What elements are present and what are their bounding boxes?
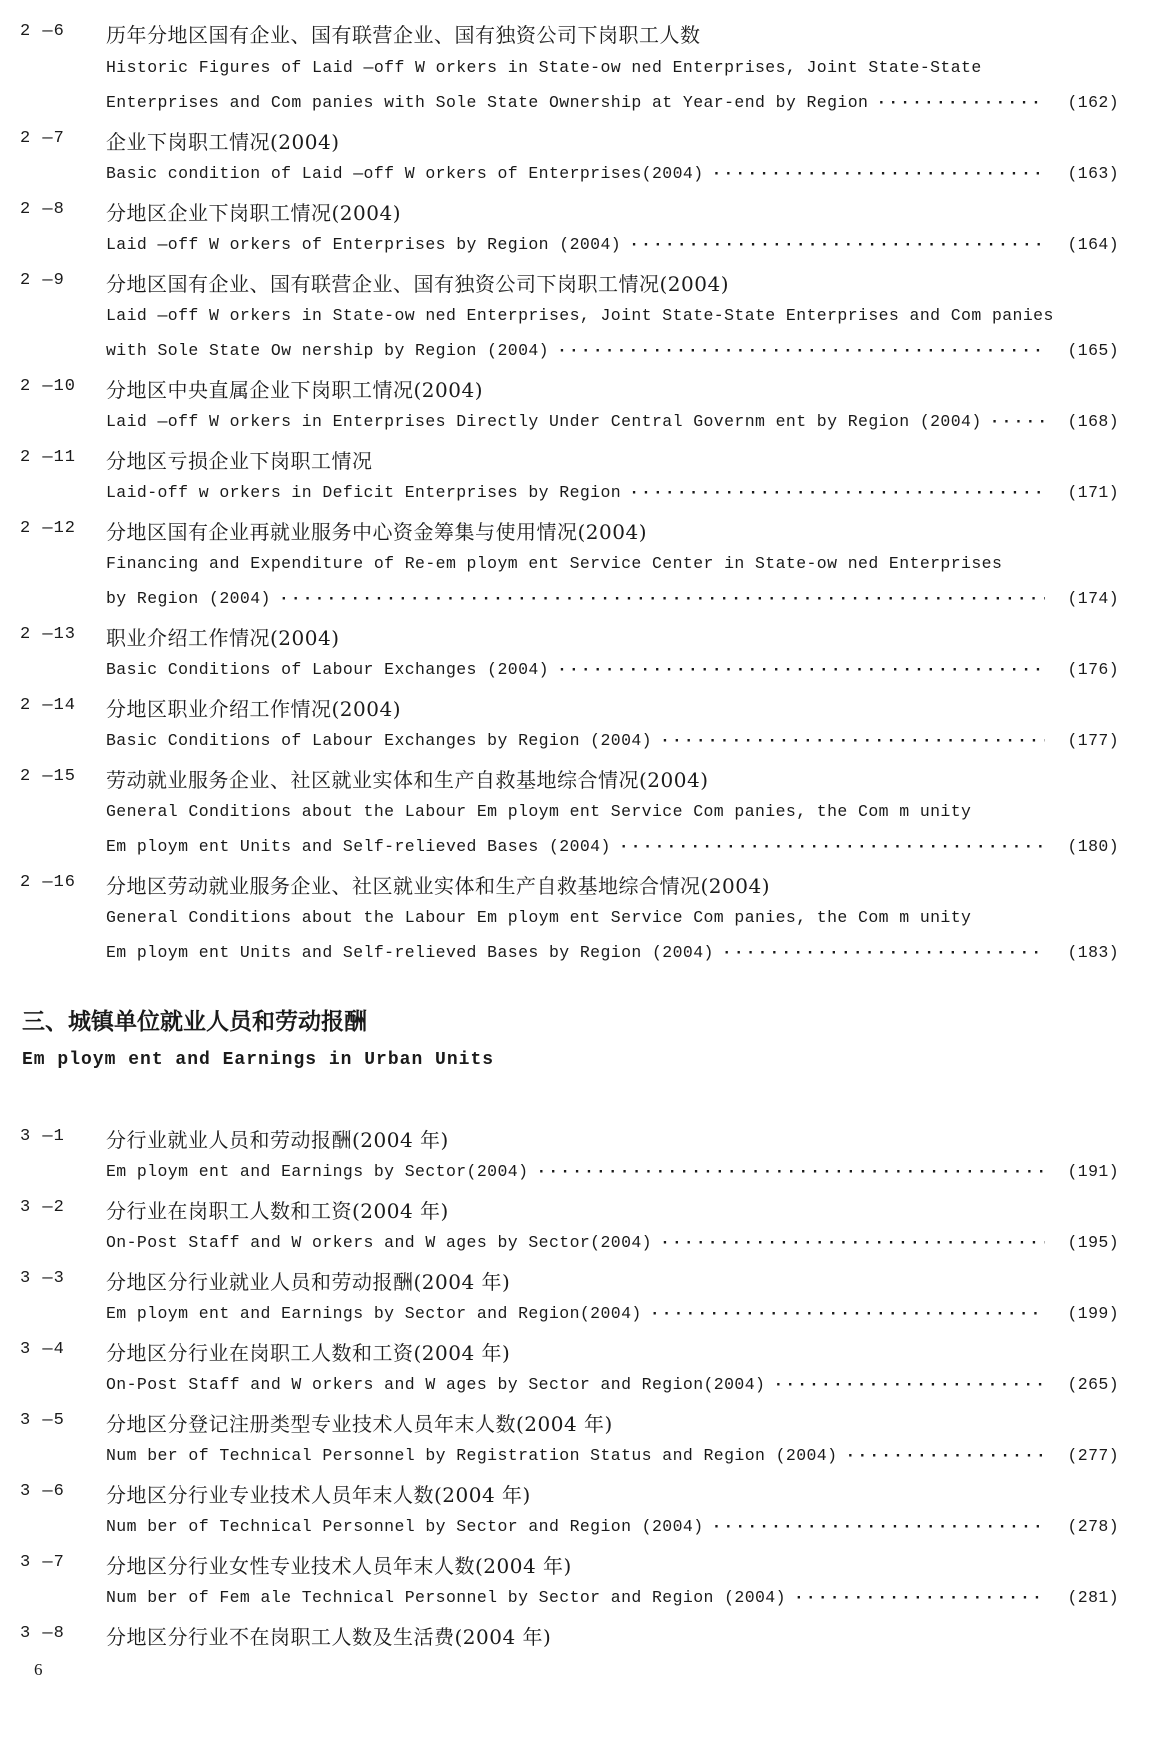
entry-title-cn: 分行业就业人员和劳动报酬(2004 年) — [106, 1128, 449, 1152]
entry-number: 3 —7 — [20, 1553, 65, 1572]
toc-line[interactable] — [106, 660, 1119, 682]
dot-leader — [990, 412, 1045, 431]
section-title-en: Em ploym ent and Earnings in Urban Units — [22, 1050, 495, 1070]
entry-title-cn: 分地区国有企业再就业服务中心资金筹集与使用情况(2004) — [106, 520, 648, 544]
entry-title-cn: 劳动就业服务企业、社区就业实体和生产自救基地综合情况(2004) — [106, 768, 709, 792]
entry-title-cn: 分地区分行业专业技术人员年末人数(2004 年) — [106, 1483, 531, 1507]
entry-title-en: with Sole State Ow nership by Region (2004) — [106, 341, 549, 360]
entry-number: 2 —14 — [20, 696, 77, 715]
toc-line[interactable] — [106, 341, 1119, 363]
page-number: 6 — [34, 1660, 43, 1679]
entry-title-cn: 分地区分行业女性专业技术人员年末人数(2004 年) — [106, 1554, 572, 1578]
dot-leader — [876, 93, 1045, 112]
toc-line[interactable] — [106, 164, 1119, 186]
page-ref: (168) — [1067, 412, 1119, 431]
entry-number: 3 —2 — [20, 1198, 65, 1217]
entry-number: 3 —1 — [20, 1127, 65, 1146]
toc-line[interactable] — [106, 943, 1119, 965]
dot-leader — [536, 1162, 1045, 1181]
entry-title-en: Basic Conditions of Labour Exchanges (2004) — [106, 660, 549, 679]
entry-title-en: Basic condition of Laid —off W orkers of Enterprises(2004) — [106, 164, 704, 183]
entry-number: 2 —15 — [20, 767, 77, 786]
entry-number: 2 —16 — [20, 873, 77, 892]
entry-title-cn: 分地区亏损企业下岗职工情况 — [106, 449, 373, 473]
dot-leader — [660, 731, 1045, 750]
entry-title-cn: 分地区分行业不在岗职工人数及生活费(2004 年) — [106, 1625, 552, 1649]
entry-number: 2 —11 — [20, 448, 77, 467]
dot-leader — [845, 1446, 1045, 1465]
entry-title-en: Historic Figures of Laid —off W orkers in State-ow ned Enterprises, Joint State-State — [106, 58, 982, 77]
dot-leader — [629, 483, 1045, 502]
page-ref: (199) — [1067, 1304, 1119, 1323]
entry-title-cn: 分地区劳动就业服务企业、社区就业实体和生产自救基地综合情况(2004) — [106, 874, 771, 898]
dot-leader — [773, 1375, 1045, 1394]
entry-title-en: Em ploym ent Units and Self-relieved Bases by Region (2004) — [106, 943, 714, 962]
entry-title-cn: 分地区分登记注册类型专业技术人员年末人数(2004 年) — [106, 1412, 613, 1436]
page-ref: (171) — [1067, 483, 1119, 502]
entry-number: 2 —9 — [20, 271, 65, 290]
entry-number: 2 —6 — [20, 22, 65, 41]
entry-number: 3 —6 — [20, 1482, 65, 1501]
entry-title-en: Basic Conditions of Labour Exchanges by Region (2004) — [106, 731, 652, 750]
entry-number: 3 —3 — [20, 1269, 65, 1288]
dot-leader — [794, 1588, 1045, 1607]
toc-line[interactable] — [106, 412, 1119, 434]
dot-leader — [722, 943, 1045, 962]
page-ref: (277) — [1067, 1446, 1119, 1465]
page-ref: (281) — [1067, 1588, 1119, 1607]
entry-title-en: On-Post Staff and W orkers and W ages by Sector and Region(2004) — [106, 1375, 766, 1394]
toc-line[interactable] — [106, 1304, 1119, 1326]
page-ref: (278) — [1067, 1517, 1119, 1536]
entry-title-en: On-Post Staff and W orkers and W ages by Sector(2004) — [106, 1233, 652, 1252]
toc-line[interactable] — [106, 1375, 1119, 1397]
entry-title-cn: 分地区国有企业、国有联营企业、国有独资公司下岗职工情况(2004) — [106, 272, 730, 296]
dot-leader — [557, 660, 1045, 679]
entry-title-en: Num ber of Technical Personnel by Registration Status and Region (2004) — [106, 1446, 838, 1465]
toc-line[interactable] — [106, 235, 1119, 257]
entry-title-cn: 分地区企业下岗职工情况(2004) — [106, 201, 402, 225]
entry-title-en: General Conditions about the Labour Em ploym ent Service Com panies, the Com m unity — [106, 908, 972, 927]
entry-number: 2 —10 — [20, 377, 77, 396]
toc-line[interactable] — [106, 483, 1119, 505]
entry-title-en: Num ber of Technical Personnel by Sector and Region (2004) — [106, 1517, 704, 1536]
entry-number: 3 —8 — [20, 1624, 65, 1643]
entry-title-en: Em ploym ent and Earnings by Sector(2004) — [106, 1162, 529, 1181]
page-ref: (177) — [1067, 731, 1119, 750]
entry-title-en: Laid —off W orkers in State-ow ned Enterprises, Joint State-State Enterprises and Com panies — [106, 306, 1054, 325]
entry-title-cn: 分地区职业介绍工作情况(2004) — [106, 697, 402, 721]
toc-line[interactable] — [106, 1446, 1119, 1468]
entry-number: 2 —7 — [20, 129, 65, 148]
entry-title-en: Laid —off W orkers of Enterprises by Region (2004) — [106, 235, 622, 254]
entry-number: 3 —5 — [20, 1411, 65, 1430]
toc-line[interactable] — [106, 1233, 1119, 1255]
dot-leader — [279, 589, 1045, 608]
toc-line[interactable] — [106, 1162, 1119, 1184]
dot-leader — [660, 1233, 1045, 1252]
page-ref: (180) — [1067, 837, 1119, 856]
entry-title-cn: 分地区分行业在岗职工人数和工资(2004 年) — [106, 1341, 511, 1365]
entry-title-en: Laid-off w orkers in Deficit Enterprises by Region — [106, 483, 622, 502]
page-ref: (183) — [1067, 943, 1119, 962]
entry-number: 2 —12 — [20, 519, 77, 538]
entry-title-cn: 分行业在岗职工人数和工资(2004 年) — [106, 1199, 449, 1223]
entry-number: 3 —4 — [20, 1340, 65, 1359]
page-ref: (195) — [1067, 1233, 1119, 1252]
toc-line[interactable] — [106, 589, 1119, 611]
entry-title-cn: 历年分地区国有企业、国有联营企业、国有独资公司下岗职工人数 — [106, 23, 701, 47]
entry-title-cn: 分地区分行业就业人员和劳动报酬(2004 年) — [106, 1270, 511, 1294]
page-ref: (176) — [1067, 660, 1119, 679]
section-title-cn: 三、城镇单位就业人员和劳动报酬 — [22, 1009, 367, 1035]
dot-leader — [712, 164, 1046, 183]
entry-title-en: Financing and Expenditure of Re-em ploym ent Service Center in State-ow ned Enterprises — [106, 554, 1003, 573]
dot-leader — [557, 341, 1045, 360]
page-ref: (163) — [1067, 164, 1119, 183]
dot-leader — [650, 1304, 1045, 1323]
page-ref: (174) — [1067, 589, 1119, 608]
entry-title-en: Num ber of Fem ale Technical Personnel by Sector and Region (2004) — [106, 1588, 786, 1607]
entry-title-en: by Region (2004) — [106, 589, 271, 608]
page-ref: (164) — [1067, 235, 1119, 254]
entry-title-en: Em ploym ent Units and Self-relieved Bases (2004) — [106, 837, 611, 856]
page-ref: (191) — [1067, 1162, 1119, 1181]
toc-line[interactable] — [106, 93, 1119, 115]
entry-title-cn: 分地区中央直属企业下岗职工情况(2004) — [106, 378, 484, 402]
entry-title-en: General Conditions about the Labour Em ploym ent Service Com panies, the Com m unity — [106, 802, 972, 821]
toc-line[interactable] — [106, 837, 1119, 859]
dot-leader — [712, 1517, 1046, 1536]
entry-title-cn: 职业介绍工作情况(2004) — [106, 626, 340, 650]
dot-leader — [629, 235, 1045, 254]
entry-number: 2 —8 — [20, 200, 65, 219]
entry-title-cn: 企业下岗职工情况(2004) — [106, 130, 340, 154]
entry-number: 2 —13 — [20, 625, 77, 644]
toc-line[interactable] — [106, 1588, 1119, 1610]
toc-line[interactable] — [106, 731, 1119, 753]
entry-title-en: Enterprises and Com panies with Sole State Ownership at Year-end by Region — [106, 93, 869, 112]
entry-title-en: Laid —off W orkers in Enterprises Directly Under Central Governm ent by Region (2004) — [106, 412, 982, 431]
entry-title-en: Em ploym ent and Earnings by Sector and Region(2004) — [106, 1304, 642, 1323]
page-ref: (162) — [1067, 93, 1119, 112]
toc-line[interactable] — [106, 1517, 1119, 1539]
page-ref: (265) — [1067, 1375, 1119, 1394]
page-ref: (165) — [1067, 341, 1119, 360]
dot-leader — [619, 837, 1045, 856]
